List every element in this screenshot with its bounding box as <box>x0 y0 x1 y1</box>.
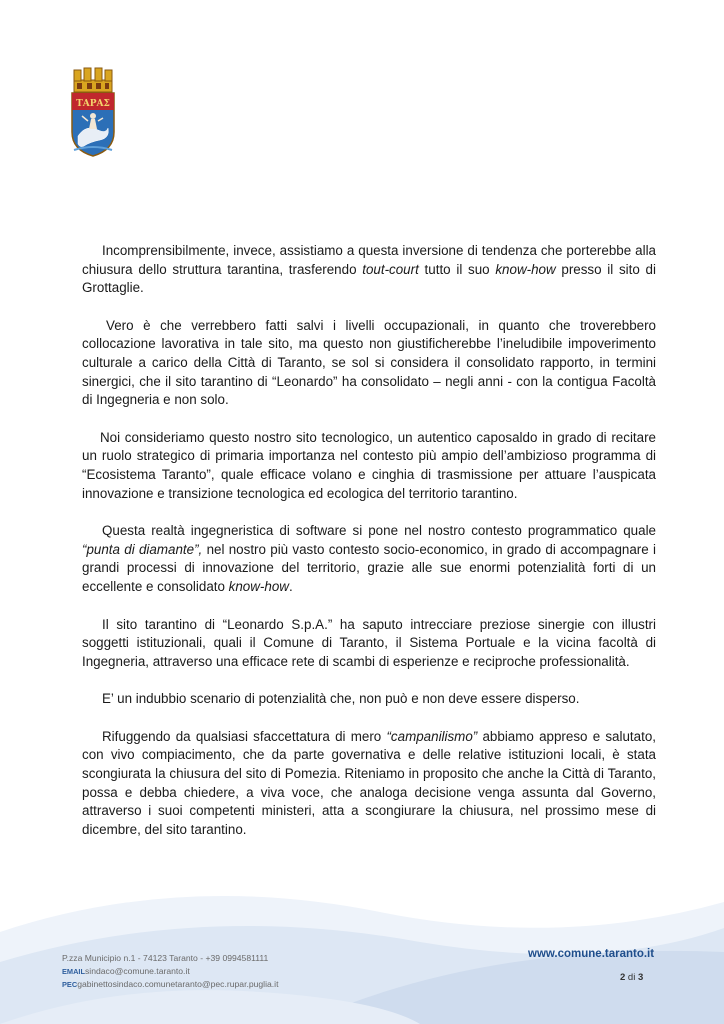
footer-email <box>62 965 278 978</box>
paragraph <box>82 616 656 672</box>
paragraph <box>82 728 656 840</box>
paragraph <box>82 242 656 298</box>
emphasis-text: “punta di diamante”, <box>82 541 203 557</box>
svg-text:ΤΑΡΑΣ: ΤΑΡΑΣ <box>76 99 110 109</box>
paragraph-text: abbiamo appreso e salutato, con vivo compiacimento, che da parte governativa e delle relative istituzioni locali, è stata scongiurata la chiusura del sito di Pomezia. Riteniamo in proposito che anche la Città di Taranto, possa e debba chiedere, a viva voce, che analoga decisione venga assunta dal Governo, attraverso i suoi competenti ministeri, atta a scongiurare la chiusura, nel prossimo mese di dicembre, del sito tarantino. <box>82 728 656 837</box>
emphasis-text: “campanilismo” <box>386 728 478 744</box>
paragraph-text: nel nostro più vasto contesto socio-economico, in grado di accompagnare i grandi processi di innovazione del territorio, grazie alle sue enormi potenzialità forti di un eccellente e consolidato <box>82 541 656 594</box>
paragraph-text: Noi consideriamo questo nostro sito tecnologico, un autentico caposaldo in grado di recitare un ruolo strategico di primaria importanza nel contesto più ampio dell’ambizioso programma di “Ecosistema Taranto”, quale efficace volano e cinghia di trasmissione per attuare l’auspicata innovazione e transizione tecnologica ed ecologica del territorio tarantino. <box>82 429 656 501</box>
paragraph-text: Questa realtà ingegneristica di software si pone nel nostro contesto programmatico quale <box>102 523 656 539</box>
footer-address: P.zza Municipio n.1 - 74123 Taranto - +39 0994581111 <box>62 953 269 963</box>
email-link[interactable]: sindaco@comune.taranto.it <box>85 966 190 976</box>
paragraph-text: Rifuggendo da qualsiasi sfaccettatura di mero <box>102 728 387 744</box>
footer-pec <box>62 978 278 991</box>
website-link[interactable]: www.comune.taranto.it <box>528 948 655 960</box>
footer-contacts <box>62 952 278 991</box>
emphasis-text: tout-court <box>362 261 419 277</box>
page-total: 3 <box>637 972 644 983</box>
emphasis-text: know-how <box>228 578 289 594</box>
paragraph-text: tutto il suo <box>418 261 496 277</box>
taranto-coat-of-arms-logo <box>68 66 118 158</box>
page-number <box>620 972 643 983</box>
paragraph-text: Incomprensibilmente, invece, assistiamo a questa inversione di tendenza che porterebbe alla chiusura dello struttura tarantina, trasferendo <box>82 243 656 277</box>
paragraph <box>82 522 656 596</box>
page-current: 2 <box>620 972 626 983</box>
paragraph <box>82 317 656 410</box>
pec-link[interactable]: gabinettosindaco.comunetaranto@pec.rupar.puglia.it <box>77 979 279 989</box>
paragraph-text: presso il sito di Grottaglie. <box>82 261 656 296</box>
paragraph-text: Vero è che verrebbero fatti salvi i livelli occupazionali, in quanto che troverebbero collocazione lavorativa in tale sito, ma questo non giustificherebbe l’ineludibile impoverimento culturale a carico della Città di Taranto, se sol si considera il consolidato rapporto, in termini sinergici, che il sito tarantino di “Leonardo” ha consolidato – negli anni - con la contigua Facoltà di Ingegneria e non solo. <box>82 317 656 408</box>
paragraph-text: E’ un indubbio scenario di potenzialità che, non può e non deve essere disperso. <box>102 691 580 707</box>
paragraph-text: . <box>288 578 293 594</box>
email-label: EMAIL <box>62 967 85 976</box>
letter-body <box>82 242 656 858</box>
pec-label: PEC <box>62 980 78 989</box>
page-separator: di <box>625 972 638 983</box>
paragraph <box>82 690 656 709</box>
paragraph <box>82 429 656 503</box>
emphasis-text: know-how <box>495 261 556 277</box>
paragraph-text: Il sito tarantino di “Leonardo S.p.A.” ha saputo intrecciare preziose sinergie con illustri soggetti istituzionali, quali il Comune di Taranto, il Sistema Portuale e la vicina facoltà di Ingegneria, attraverso una efficace rete di scambi di esperienze e reciproche professionalità. <box>82 616 656 669</box>
